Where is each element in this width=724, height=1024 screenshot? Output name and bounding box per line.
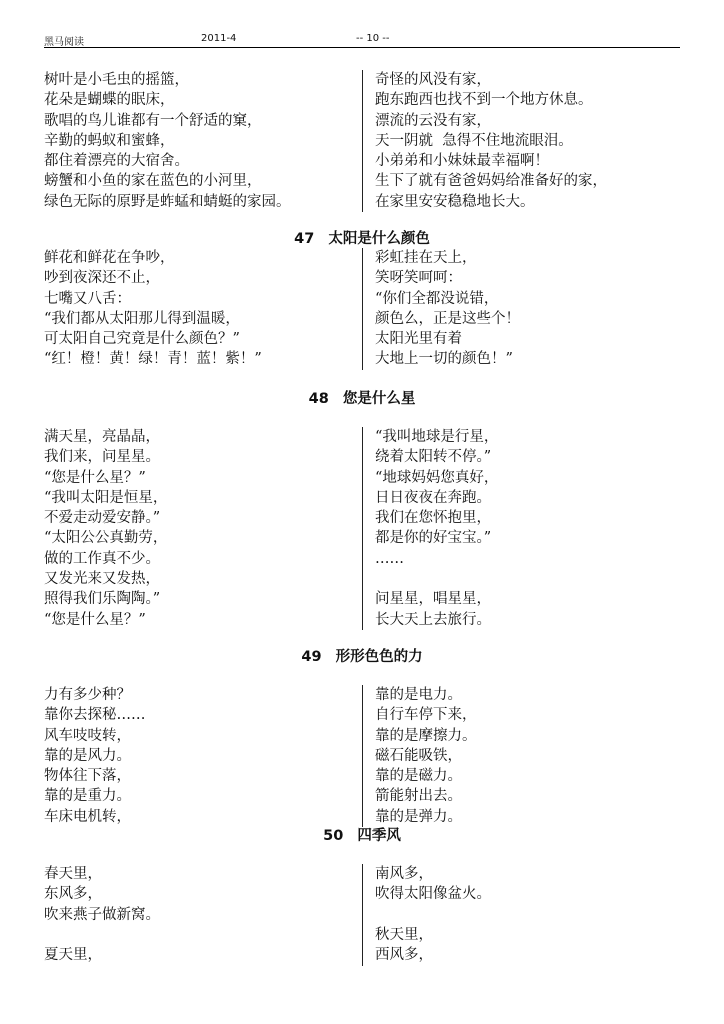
poem-line [44,925,360,945]
poem-line: 靠的是电力。 [375,687,462,703]
poem-home-left-column [44,70,360,212]
column-divider [362,70,363,212]
poem-line: 螃蟹和小鱼的家在蓝色的小河里， [44,173,262,190]
column-divider [362,427,363,630]
poem-line: 满天星，亮晶晶， [44,429,160,445]
poem-line: 小弟弟和小妹妹最幸福啊！ [375,153,549,170]
poem-50-number: 50 [323,828,344,844]
poem-line: “太阳公公真勤劳， [44,530,168,547]
poem-line: 物体往下落， [44,768,131,785]
poem-line: …… [375,550,404,567]
poem-line: “我们都从太阳那儿得到温暖， [44,310,240,327]
poem-line: 秋天里， [375,926,433,943]
header-title: 黑马阅读 [44,37,84,48]
poem-line: 都住着漂亮的大宿舍。 [44,153,189,170]
poem-line [375,569,680,589]
poem-47-number: 47 [294,231,315,247]
poem-line: 吹得太阳像盆火。 [375,886,491,903]
poem-line: 又发光来又发热， [44,571,160,588]
poem-48-number: 48 [308,391,329,407]
poem-49-left-column [44,685,360,827]
poem-line: 天一阴就 急得不住地流眼泪。 [375,132,573,149]
header-date: 2011-4 [201,33,237,44]
poem-line: 树叶是小毛虫的摇篮， [44,72,189,88]
poem-line: 绕着太阳转不停。” [375,449,492,466]
poem-49 [44,685,680,827]
poem-line: 春天里， [44,866,102,882]
poem-50-heading [44,826,680,846]
poem-line: 都是你的好宝宝。” [375,530,492,547]
poem-line: 笑呀笑呵呵： [375,270,462,287]
poem-line: “我叫太阳是恒星， [44,489,168,506]
poem-49-right-column [375,685,680,827]
poem-line: “我叫地球是行星， [375,429,499,445]
poem-47-left-column [44,248,360,370]
poem-line: “你们全都没说错， [375,290,499,307]
poem-line: 歌唱的鸟儿谁都有一个舒适的窠， [44,112,262,129]
poem-line: 我们在您怀抱里， [375,510,491,527]
poem-line: 不爱走动爱安静。” [44,510,161,527]
poem-line: 车床电机转， [44,808,131,825]
poem-line [375,905,680,925]
poem-line: 长大天上去旅行。 [375,611,491,628]
poem-49-number: 49 [301,649,322,665]
poem-line: 力有多少种？ [44,687,131,703]
poem-50 [44,864,680,966]
poem-line: 靠你去探秘…… [44,707,146,724]
poem-48-heading [44,389,680,409]
poem-47 [44,248,680,370]
poem-48-title: 您是什么星 [342,391,416,407]
poem-line: 颜色么，正是这些个！ [375,310,520,327]
poem-line: 生下了就有爸爸妈妈给准备好的家， [375,173,607,190]
poem-line: 靠的是摩擦力。 [375,727,477,744]
poem-line: 靠的是弹力。 [375,808,462,825]
poem-line: 问星星，唱星星， [375,591,491,608]
poem-line: 彩虹挂在天上， [375,250,477,266]
poem-line: 南风多， [375,866,433,882]
poem-line: “您是什么星？” [44,469,146,486]
poem-47-heading [44,229,680,249]
poem-50-right-column [375,864,680,965]
poem-line: 在家里安安稳稳地长大。 [375,193,535,210]
poem-line: “您是什么星？” [44,611,146,628]
poem-50-left-column [44,864,360,965]
poem-line: 七嘴又八舌： [44,290,131,307]
poem-line: 自行车停下来， [375,707,477,724]
poem-line: 吹来燕子做新窝。 [44,906,160,923]
column-divider [362,685,363,827]
poem-48-left-column [44,427,360,630]
poem-home-right-column [375,70,680,212]
column-divider [362,864,363,966]
column-divider [362,248,363,370]
poem-line: 绿色无际的原野是蚱蜢和蜻蜓的家园。 [44,193,291,210]
poem-line: 风车吱吱转， [44,727,131,744]
poem-line: “红！橙！黄！绿！青！蓝！紫！” [44,351,262,368]
poem-line: 我们来，问星星。 [44,449,160,466]
poem-line: 花朵是蝴蝶的眠床， [44,92,175,109]
poem-line: 夏天里， [44,947,102,964]
poem-line: 漂流的云没有家， [375,112,491,129]
poem-line: “地球妈妈您真好， [375,469,499,486]
poem-line: 跑东跑西也找不到一个地方休息。 [375,92,593,109]
poem-line: 靠的是磁力。 [375,768,462,785]
poem-47-right-column [375,248,680,370]
poem-line: 东风多， [44,886,102,903]
poem-home [44,70,680,212]
poem-line: 大地上一切的颜色！” [375,351,513,368]
poem-47-title: 太阳是什么颜色 [328,231,430,247]
poem-line: 箭能射出去。 [375,788,462,805]
poem-49-heading [44,647,680,667]
poem-49-title: 形形色色的力 [335,649,423,665]
header-page-number: -- 10 -- [356,33,390,44]
poem-line: 太阳光里有着 [375,331,462,348]
poem-line: 辛勤的蚂蚁和蜜蜂， [44,132,175,149]
poem-50-title: 四季风 [357,828,401,844]
poem-line: 靠的是重力。 [44,788,131,805]
poem-line: 吵到夜深还不止， [44,270,160,287]
poem-line: 可太阳自己究竟是什么颜色？” [44,331,240,348]
poem-line: 磁石能吸铁， [375,747,462,764]
header-divider [44,47,680,48]
poem-line: 西风多， [375,947,433,964]
poem-line: 奇怪的风没有家， [375,72,491,88]
poem-48-right-column [375,427,680,630]
poem-line: 做的工作真不少。 [44,550,160,567]
poem-line: 靠的是风力。 [44,747,131,764]
poem-line: 照得我们乐陶陶。” [44,591,161,608]
poem-48 [44,427,680,630]
poem-line: 鲜花和鲜花在争吵， [44,250,175,266]
poem-line: 日日夜夜在奔跑。 [375,489,491,506]
